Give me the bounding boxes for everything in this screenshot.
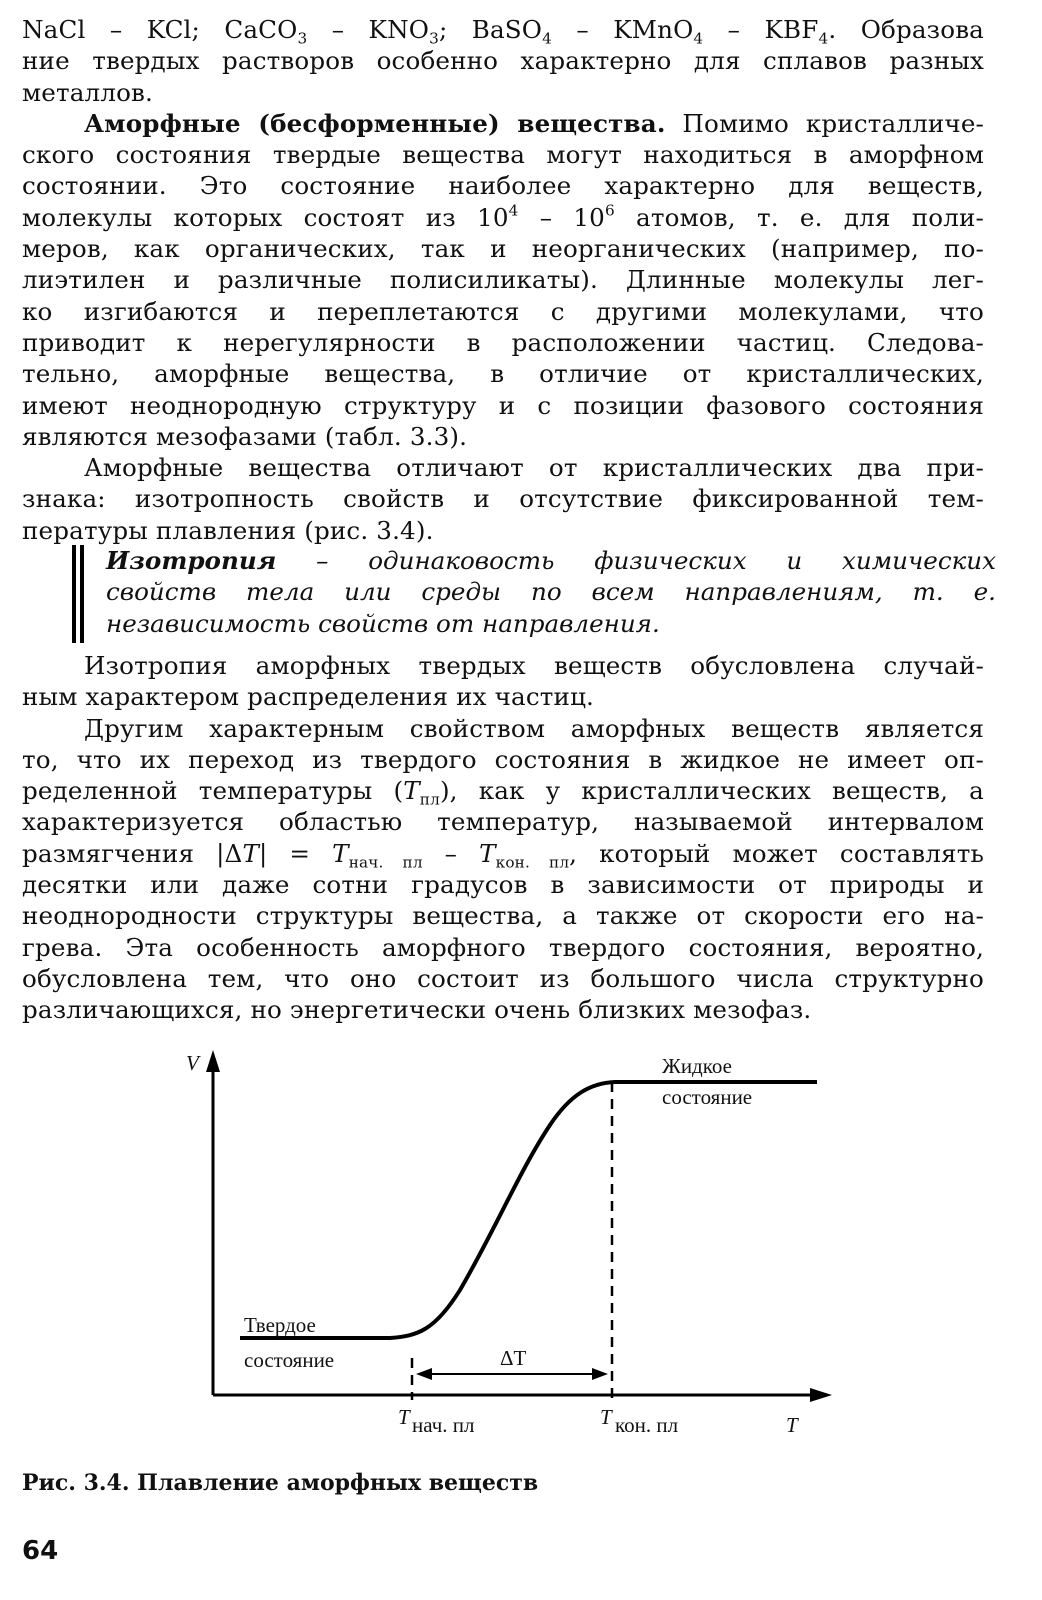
text-line: ным характером распределения их частиц. [22, 682, 594, 712]
text-line: молекулы которых состоят из $10^4 - 10^6$ атомов, т. е. для поли- [22, 201, 985, 232]
delta-t-label: ΔT [500, 1346, 527, 1370]
text-line: неоднородности структуры вещества, а также от скорости его на- [22, 901, 984, 931]
solid-label-line2: состояние [244, 1348, 335, 1372]
text-line: знака: изотропность свойств и отсутствие фиксированной тем- [22, 484, 984, 514]
section-heading: Аморфные (бесформенные) вещества. [84, 108, 666, 138]
solid-label-line1: Твердое [244, 1313, 316, 1337]
definition-box [72, 545, 996, 643]
section-heading-line: Аморфные (бесформенные) вещества. Помимо кристалличе- [84, 108, 984, 138]
text-line: характеризуется областью температур, называемой интервалом [22, 807, 984, 837]
text-line: ского состояния твердые вещества могут находиться в аморфном [22, 140, 984, 170]
page-number: 64 [22, 1536, 59, 1566]
x-axis-arrow-icon [810, 1388, 832, 1402]
y-axis-arrow-icon [206, 1050, 220, 1072]
text-line: ние твердых растворов особенно характерно для сплавов разных [22, 46, 984, 76]
y-axis-label: V [186, 1051, 199, 1075]
t-end-subscript: кон. пл [615, 1413, 679, 1437]
text-line: NaCl – KCl; CaCO$_3$ – $KNO_3$; BaSO$_4$ – KMnO$_4$ – $KBF_4$. Образова [22, 15, 984, 48]
text-line: ко изгибаются и переплетаются с другими молекулами, что [22, 296, 984, 326]
text-line: металлов. [22, 77, 154, 107]
melting-diagram-svg [160, 1040, 880, 1450]
text-line: обусловлена тем, что оно состоит из большого числа структурно [22, 963, 984, 993]
definition-term: Изотропия [106, 546, 277, 575]
t-end-symbol: T [600, 1405, 612, 1429]
liquid-label-line2: состояние [662, 1085, 753, 1109]
text-line: размягчения $|\Delta T| = T_{нач. пл} - T_{кон. пл}$, который может составлять [22, 838, 985, 872]
text-line: десятки или даже сотни градусов в зависимости от природы и [22, 870, 984, 900]
t-start-symbol: T [398, 1405, 410, 1429]
liquid-label-line1: Жидкое [662, 1054, 732, 1078]
x-axis-label: T [786, 1413, 798, 1437]
text-line: являются мезофазами (табл. 3.3). [22, 421, 468, 451]
text-block-bottom [22, 650, 984, 1026]
definition-line: независимость свойств от направления. [106, 608, 660, 638]
definition-line: Изотропия – одинаковость физических и химических [106, 546, 996, 575]
volume-curve [240, 1082, 817, 1338]
text-line: грева. Эта особенность аморфного твердого состояния, вероятно, [22, 932, 984, 962]
text-line: ределенной температуры $(T_{пл})$, как у кристаллических веществ, а [22, 776, 984, 809]
text-line: приводит к нерегулярности в расположении частиц. Следова- [22, 327, 984, 357]
text-line: Изотропия аморфных твердых веществ обусловлена случай- [84, 651, 984, 680]
text-block-top [22, 14, 984, 546]
text-line: тельно, аморфные вещества, в отличие от кристаллических, [22, 359, 984, 389]
text-line: Другим характерным свойством аморфных веществ является [84, 713, 984, 743]
text-line: меров, как органических, так и неорганических (например, по- [22, 234, 984, 264]
arrow-left-icon [416, 1368, 432, 1380]
text-line: имеют неоднородную структуру и с позиции фазового состояния [22, 390, 984, 420]
text-line: состоянии. Это состояние наиболее характерно для веществ, [22, 171, 984, 201]
text-line: то, что их переход из твердого состояния в жидкое не имеет оп- [22, 744, 984, 774]
definition-line: свойств тела или среды по всем направлениям, т. е. [106, 577, 996, 607]
t-start-subscript: нач. пл [412, 1413, 475, 1437]
text-line: пературы плавления (рис. 3.4). [22, 515, 434, 545]
arrow-right-icon [592, 1368, 608, 1380]
text-line: лиэтилен и различные полисиликаты). Длинные молекулы лег- [22, 265, 984, 295]
text-line: Аморфные вещества отличают от кристаллических два при- [84, 453, 984, 483]
figure-caption: Рис. 3.4. Плавление аморфных веществ [22, 1470, 539, 1496]
melting-diagram [160, 1040, 880, 1450]
text-line: различающихся, но энергетически очень близких мезофаз. [22, 995, 812, 1025]
